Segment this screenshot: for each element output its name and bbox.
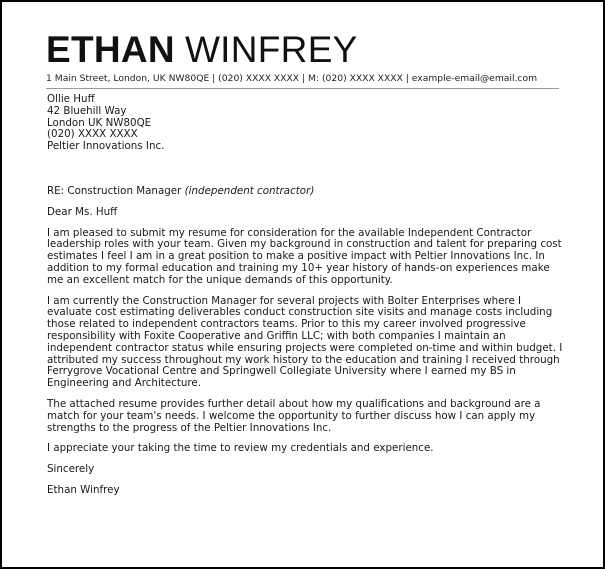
applicant-last-name: WINFREY [184, 29, 358, 70]
recipient-street: 42 Bluehill Way [47, 104, 127, 117]
recipient-phone: (020) XXXX XXXX [47, 128, 138, 141]
letter-body [47, 94, 567, 497]
contact-details: 1 Main Street, London, UK NW80QE | (020) XXXX XXXX | M: (020) XXXX XXXX | example-email@email.com [46, 73, 538, 84]
subject-note: (independent contractor) [184, 184, 315, 197]
recipient-city: London UK NW80QE [47, 116, 152, 129]
recipient-company: Peltier Innovations Inc. [47, 140, 165, 153]
subject-line [47, 186, 567, 198]
recipient-name: Ollie Huff [47, 93, 95, 105]
subject-prefix: RE: Construction Manager [47, 184, 185, 197]
signature-name: Ethan Winfrey [47, 483, 120, 496]
paragraph-resume: The attached resume provides further detail about how my qualifications and background are a match for your team's needs. I welcome the opportunity to further discuss how I can apply my strengths to the progress of the Peltier Innovations Inc. [47, 397, 541, 434]
paragraph-experience: I am currently the Construction Manager for several projects with Bolter Enterprises where I evaluate cost estimating deliverables conduct construction site visits and manage costs including those related to independent contractors teams. Prior to this my career involved progressive responsibility with Foxite Cooperative and Griffin LLC; with both companies I maintain an independent contractor status while ensuring projects were completed on-time and within budget. I attributed my success throughout my work history to the education and training I received through Ferrygrove Vocational Centre and Springwell Collegiate University where I earned my BS in Engineering and Architecture. [47, 294, 563, 390]
applicant-first-name: ETHAN [46, 29, 175, 70]
salutation: Dear Ms. Huff [47, 205, 118, 218]
header-divider [46, 88, 559, 89]
paragraph-intro: I am pleased to submit my resume for consideration for the available Independent Contractor leadership roles with your team. Given my background in construction and talent for preparing cost estimates I feel I am in a great position to make a positive impact with Peltier Innovations Inc. In addition to my formal education and training my 10+ year history of hands-on experiences make me an excellent match for the unique demands of this opportunity. [47, 226, 562, 286]
closing: Sincerely [47, 463, 95, 476]
applicant-name [46, 28, 358, 72]
recipient-address-block [47, 94, 567, 153]
paragraph-appreciation: I appreciate your taking the time to review my credentials and experience. [47, 442, 434, 455]
